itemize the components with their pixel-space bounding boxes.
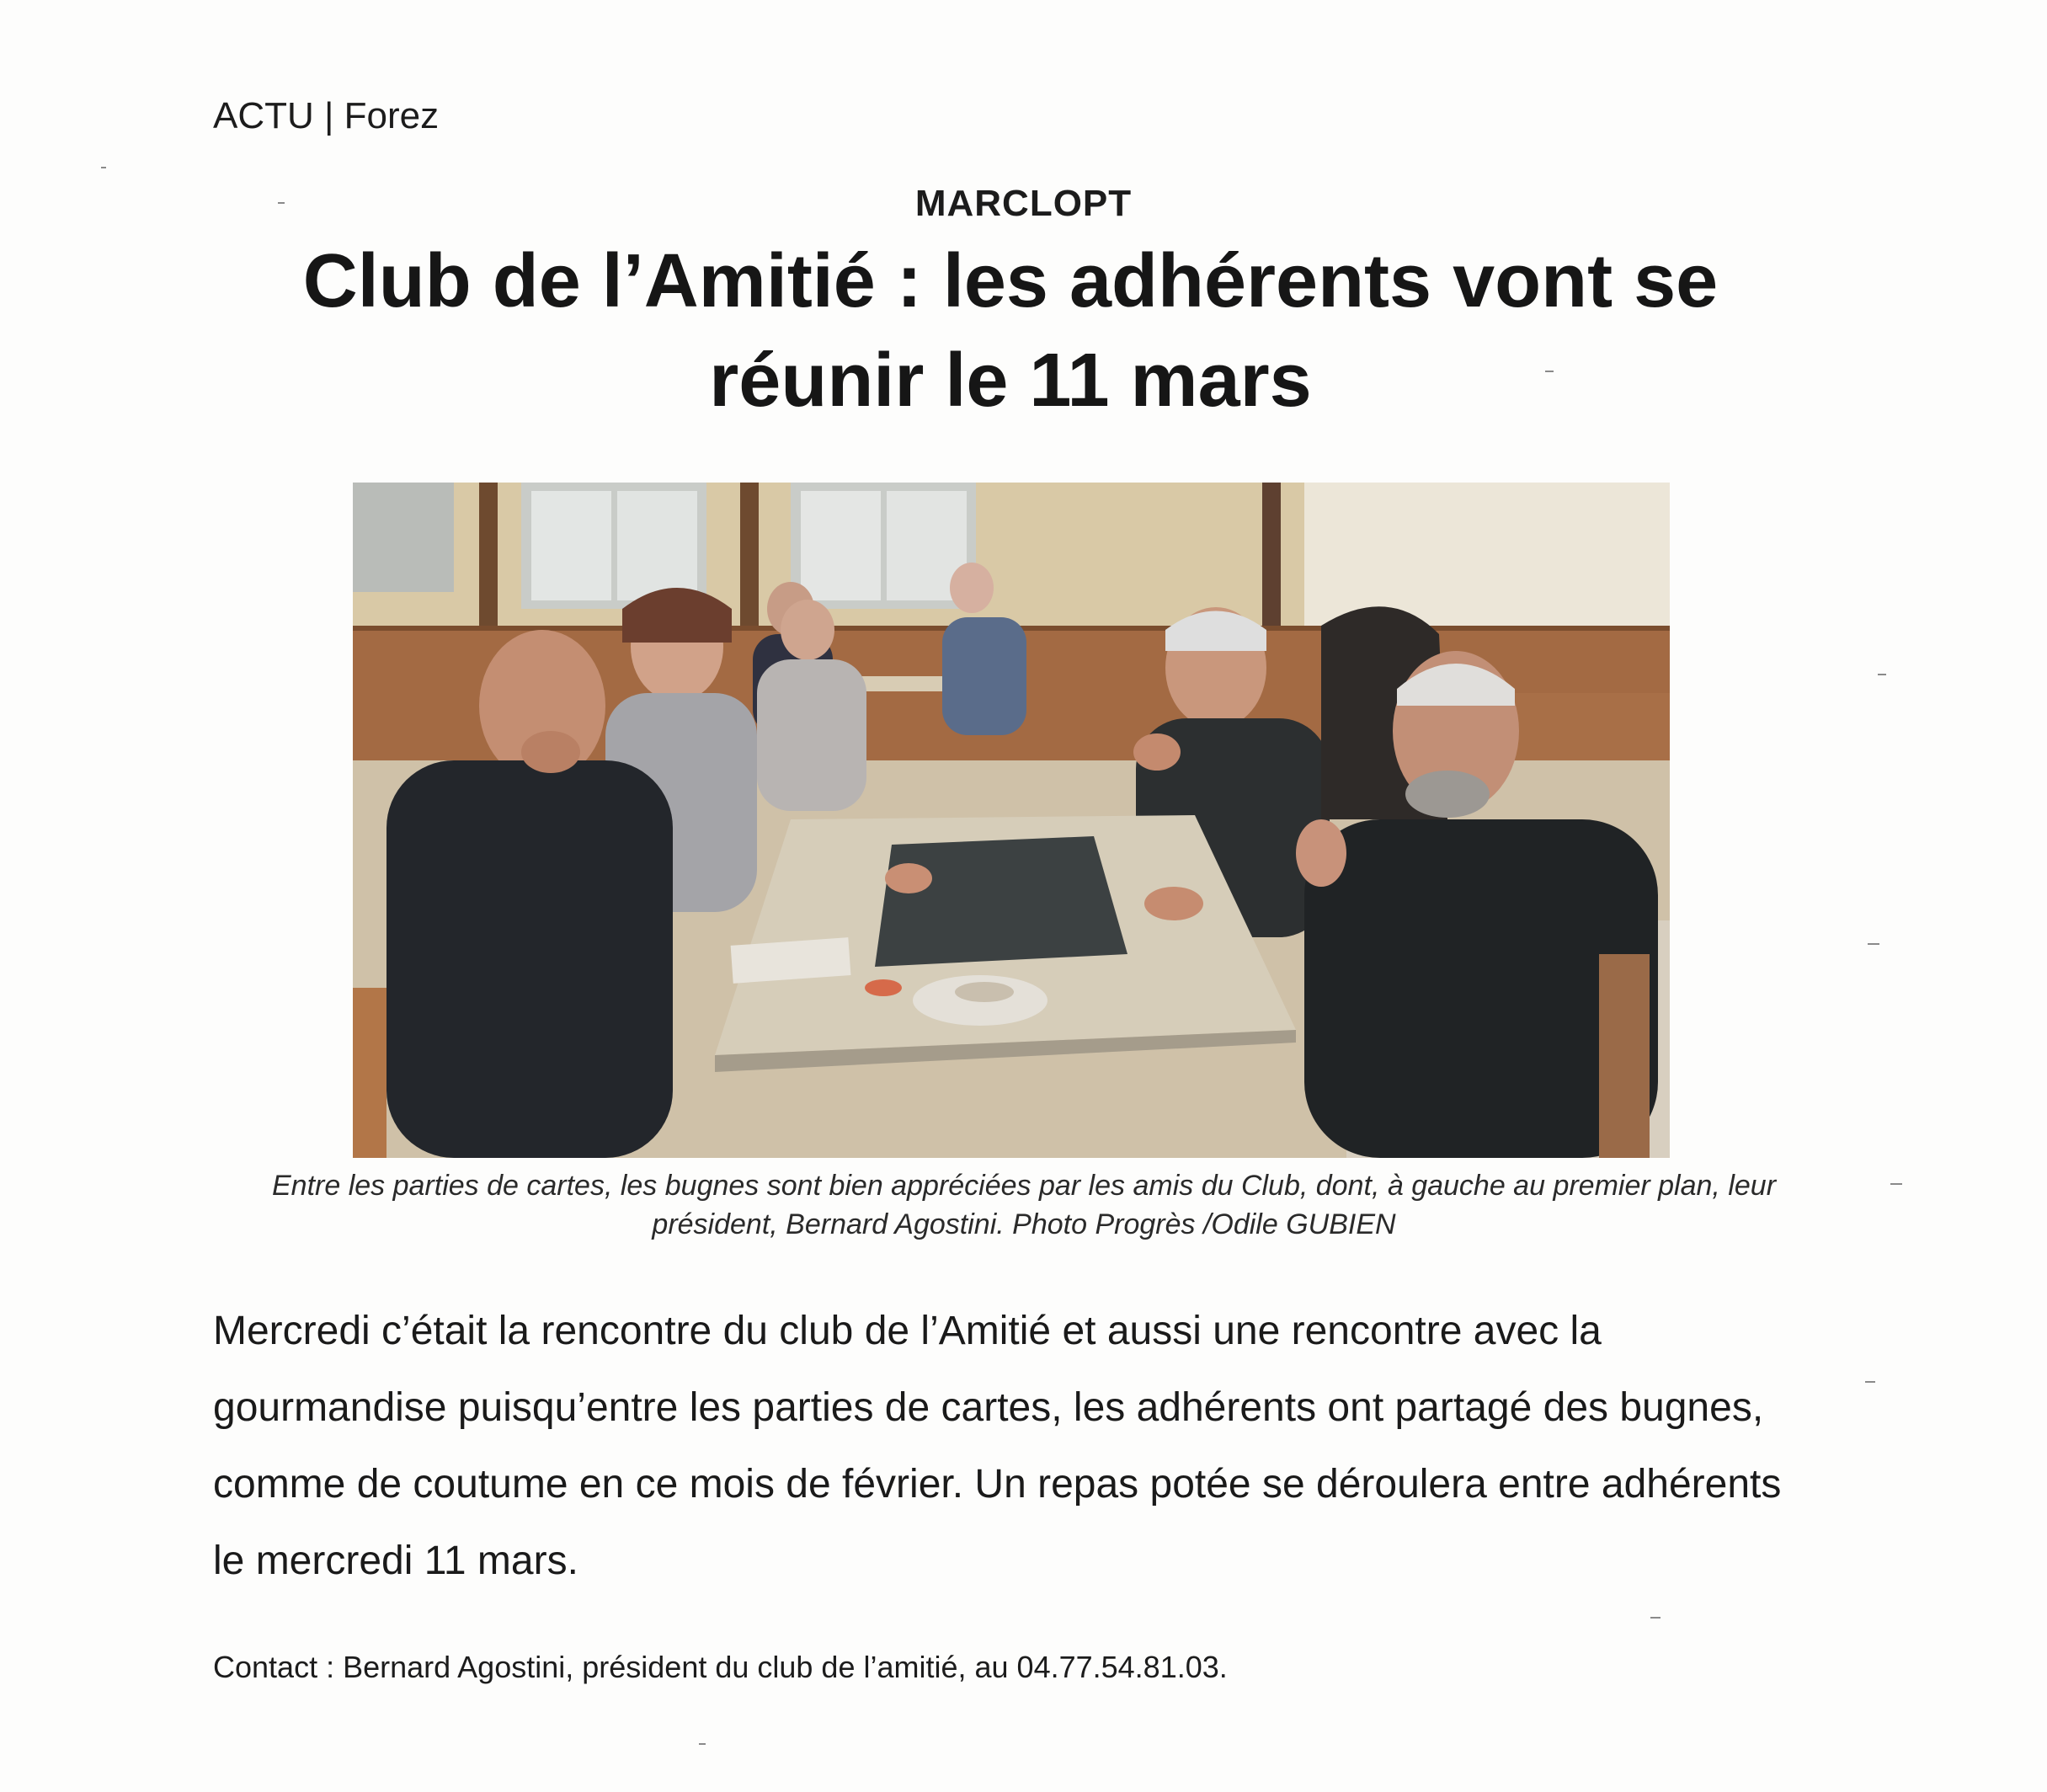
scan-speck	[1890, 1183, 1902, 1185]
article-kicker: MARCLOPT	[914, 183, 1133, 224]
scan-speck	[699, 1743, 706, 1745]
scan-speck	[1868, 943, 1879, 945]
scan-speck	[1865, 1381, 1875, 1383]
article-headline: Club de l’Amitié : les adhérents vont se réunir le 11 mars	[302, 239, 1719, 423]
scan-speck	[1878, 674, 1886, 675]
scan-speck	[278, 202, 285, 204]
scan-speck	[1545, 371, 1554, 372]
article-body: Mercredi c’était la rencontre du club de l’Amitié et aussi une rencontre avec la gourmandise puisqu’entre les parties de cartes, les adhérents ont partagé des bugnes, comme de coutume en ce mois de février. Un repas potée se déroulera entre adhérents le mercredi 11 mars.	[213, 1309, 1782, 1583]
section-label: ACTU | Forez	[213, 95, 440, 136]
photo-caption: Entre les parties de cartes, les bugnes sont bien appréciées par les amis du Club, dont, à gauche au premier plan, leur président, Bernard Agostini. Photo Progrès /Odile GUBIEN	[271, 1170, 1777, 1240]
article-photo	[353, 483, 1670, 1158]
scan-speck	[101, 167, 106, 168]
contact-line: Contact : Bernard Agostini, président du club de l’amitié, au 04.77.54.81.03.	[213, 1650, 1228, 1684]
scan-speck	[1650, 1617, 1661, 1619]
